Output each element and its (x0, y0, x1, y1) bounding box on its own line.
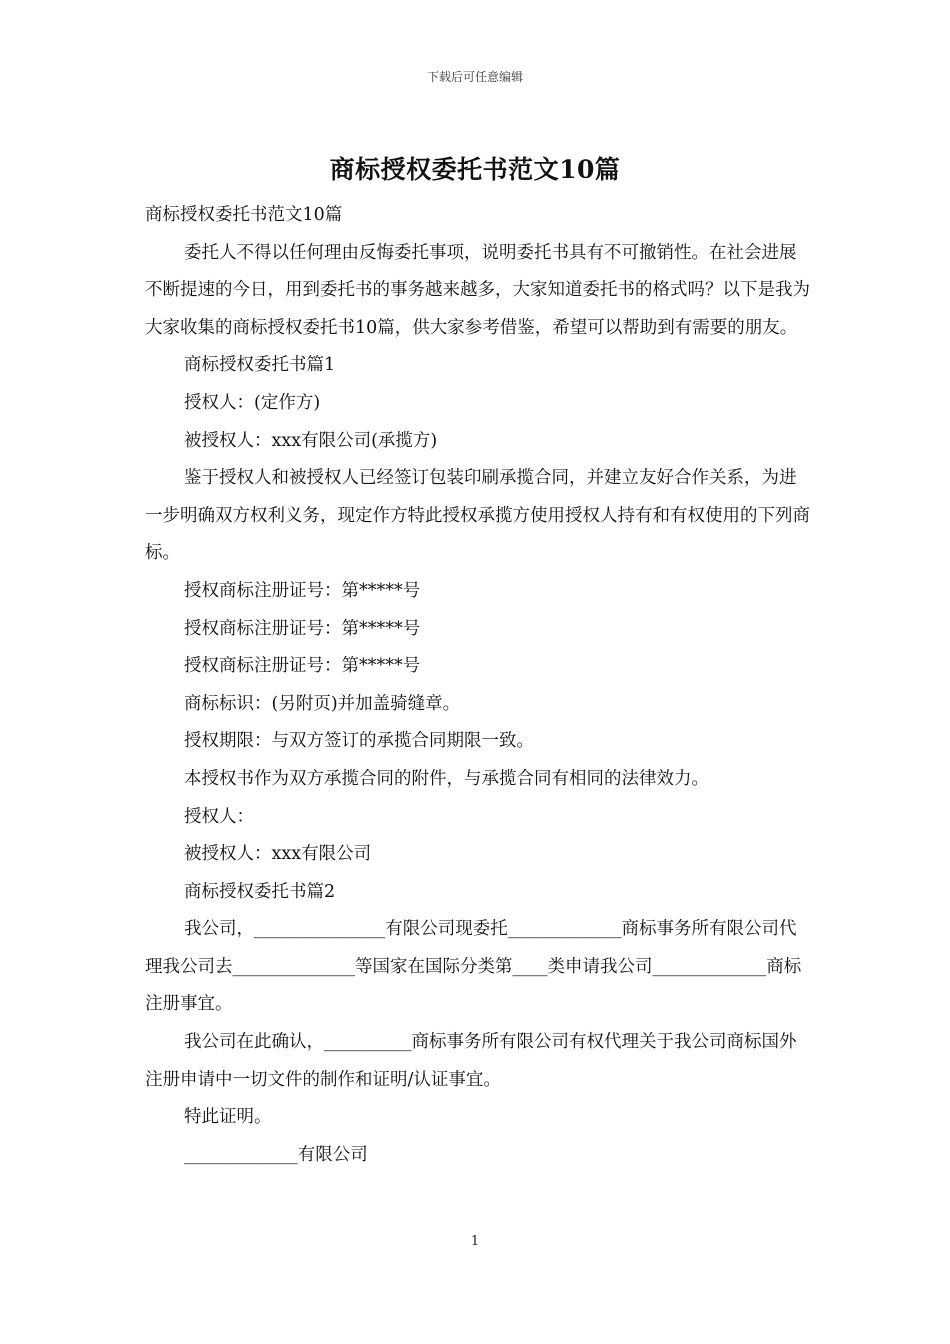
page-number: 1 (470, 1234, 480, 1249)
paragraph-grantee-signature: 被授权人：xxx有限公司 (184, 844, 372, 865)
paragraph-grantee: 被授权人：xxx有限公司(承揽方) (184, 430, 438, 451)
subtitle-paragraph: 商标授权委托书范文10篇 (145, 205, 343, 225)
paragraph-whereas: 鉴于授权人和被授权人已经签订包装印刷承揽合同，并建立友好合作关系，为进一步明确双方权利义务，现定作方特此授权承揽方使用授权人持有和有权使用的下列商标。 (145, 468, 810, 564)
paragraph-trademark-mark: 商标标识：(另附页)并加盖骑缝章。 (184, 693, 461, 714)
section-heading-1: 商标授权委托书篇1 (184, 355, 336, 376)
intro-paragraph: 委托人不得以任何理由反悔委托事项，说明委托书具有不可撤销性。在社会进展不断提速的今日，用到委托书的事务越来越多，大家知道委托书的格式吗？以下是我为大家收集的商标授权委托书10篇，供大家参考借鉴，希望可以帮助到有需要的朋友。 (145, 242, 810, 338)
paragraph-trademark-number-3: 授权商标注册证号：第*****号 (184, 656, 421, 677)
paragraph-grantor: 授权人：(定作方) (184, 392, 321, 413)
paragraph-trademark-number-1: 授权商标注册证号：第*****号 (184, 580, 421, 601)
paragraph-grantor-signature: 授权人： (184, 806, 254, 827)
paragraph-certify: 特此证明。 (184, 1107, 272, 1128)
section-heading-2: 商标授权委托书篇2 (184, 881, 336, 902)
paragraph-term: 授权期限：与双方签订的承揽合同期限一致。 (184, 731, 534, 752)
paragraph-confirm: 我公司在此确认，__________商标事务所有限公司有权代理关于我公司商标国外注册申请中一切文件的制作和证明/认证事宜。 (145, 1032, 797, 1090)
paragraph-effect: 本授权书作为双方承揽合同的附件，与承揽合同有相同的法律效力。 (184, 768, 709, 789)
paragraph-company-signature: _____________有限公司 (184, 1144, 368, 1165)
document-title: 商标授权委托书范文10篇 (329, 155, 621, 184)
paragraph-trademark-number-2: 授权商标注册证号：第*****号 (184, 618, 421, 639)
paragraph-entrust: 我公司，_______________有限公司现委托_____________商标事务所有限公司代理我公司去______________等国家在国际分类第____类申请我公司_____________商标注册事宜。 (145, 919, 802, 1015)
header-note: 下载后可任意编辑 (426, 70, 523, 84)
document-body (145, 197, 810, 1174)
